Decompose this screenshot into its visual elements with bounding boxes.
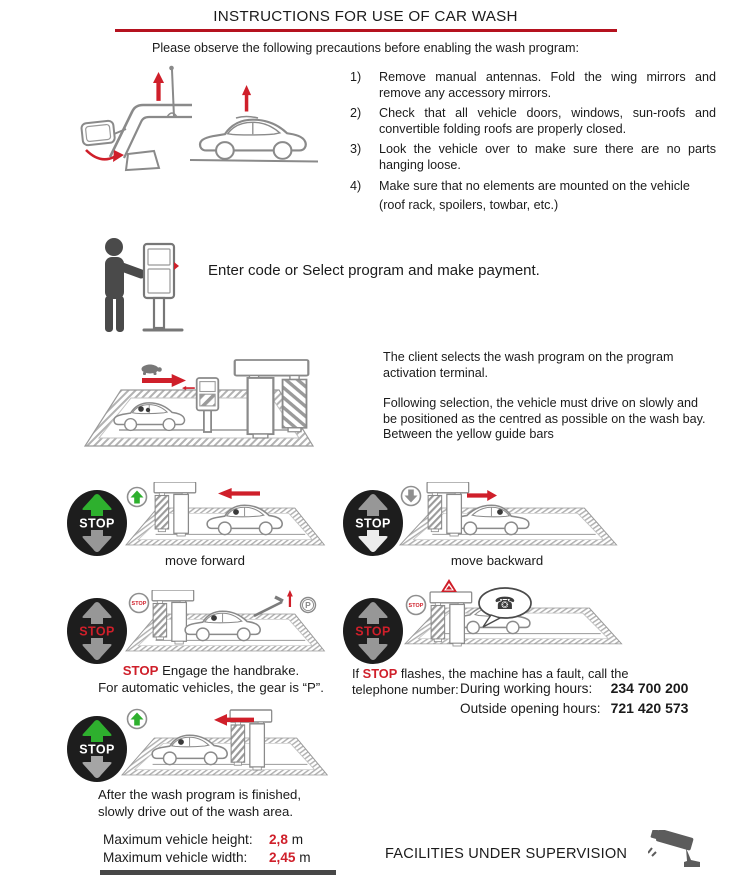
list-item: Remove manual antennas. Fold the wing mirrors and remove any accessory mirrors. [379,70,716,100]
working-hours-number: 234 700 200 [610,680,689,696]
height-label: Maximum vehicle height: [103,832,253,847]
precautions-illustration [62,62,337,202]
move-backward-caption: move backward [450,553,544,568]
list-item: Look the vehicle over to make sure there are no parts hanging loose. [379,142,716,172]
handbrake-caption: STOP Engage the handbrake. For automatic vehicles, the gear is “P”. [98,663,324,695]
sunroof-up-arrow-icon [242,85,251,112]
traffic-light-stop-icon [66,597,128,665]
svg-text:P: P [305,600,311,611]
person-at-terminal-icon [90,236,202,338]
exit-illustration [118,708,328,792]
handbrake-up-arrow-icon [287,590,293,607]
stop-badge-icon [130,594,149,613]
wash-bay-entry-illustration [82,348,332,460]
go-backward-badge-icon [402,487,421,506]
height-value: 2,8 [269,832,288,847]
working-hours-label: During working hours: [460,681,593,696]
svg-text:STOP: STOP [355,624,391,639]
stop-badge-icon [407,596,426,615]
forward-arrow-icon [218,488,260,499]
move-backward-illustration [392,482,626,560]
svg-text:STOP: STOP [79,624,115,639]
vehicle-limits: Maximum vehicle height: 2,8 m Maximum vehicle width: 2,45 m [103,832,311,865]
payment-text: Enter code or Select program and make payment. [208,262,540,279]
intro-text: Please observe the following precautions before enabling the wash program: [151,41,580,55]
parking-icon [301,598,316,613]
list-number: 4) [350,178,362,193]
antenna-icon [172,70,174,117]
payment-terminal-icon [144,244,182,330]
list-item: Make sure that no elements are mounted on the vehicle (roof rack, spoilers, towbar, etc.) [379,178,690,213]
svg-text:STOP: STOP [79,742,115,757]
move-forward-caption: move forward [165,553,245,568]
exit-caption: After the wash program is finished, slowly drive out of the wash area. [98,787,302,819]
list-item: Check that all vehicle doors, windows, sun-roofs and convertible folding roofs are properly closed. [379,106,716,136]
svg-text:STOP: STOP [355,516,391,531]
backward-arrow-icon [467,490,497,501]
fault-text: If STOP flashes, the machine has a fault, call the telephone number: During working hours: 234 700 200 Outside opening hours: 721 420 573 [352,666,689,716]
cctv-camera-icon [648,830,706,872]
handbrake-illustration [120,590,330,662]
header-rule [115,29,617,32]
antenna-up-arrow-icon [153,72,164,101]
width-label: Maximum vehicle width: [103,850,248,865]
outside-hours-number: 721 420 573 [610,700,689,716]
svg-text:STOP: STOP [408,603,424,609]
width-value: 2,45 [269,850,296,865]
bottom-cutoff-bar [100,870,336,875]
car-profile-icon [200,120,306,159]
outside-hours-label: Outside opening hours: [460,701,601,716]
handbrake-icon [254,597,283,616]
page-title: INSTRUCTIONS FOR USE OF CAR WASH [213,8,518,25]
go-forward-badge-icon [128,488,147,507]
svg-text:STOP: STOP [79,516,115,531]
selection-text: The client selects the wash program on the program activation terminal. Following selection, the vehicle must drive on slowly and be positioned as the centred as possible on the wash bay. Between the yellow guide bars [383,350,706,442]
move-forward-illustration [120,482,330,560]
list-number: 3) [350,142,362,157]
go-forward-badge-icon [128,710,147,729]
fault-illustration [395,578,627,664]
svg-text:STOP: STOP [131,601,147,607]
traffic-light-forward-icon [66,489,128,557]
svg-text:☎: ☎ [494,594,516,614]
list-number: 1) [350,70,362,84]
precautions-list [350,70,716,214]
phone-hours [460,680,688,717]
supervision-text: FACILITIES UNDER SUPERVISION [385,846,628,862]
list-number: 2) [350,106,362,121]
mirror-glass-icon [126,151,159,170]
turtle-slow-icon [142,365,162,376]
warning-triangle-icon [441,579,457,592]
wing-mirror-icon [81,120,115,145]
drive-forward-arrow-icon [142,374,186,387]
